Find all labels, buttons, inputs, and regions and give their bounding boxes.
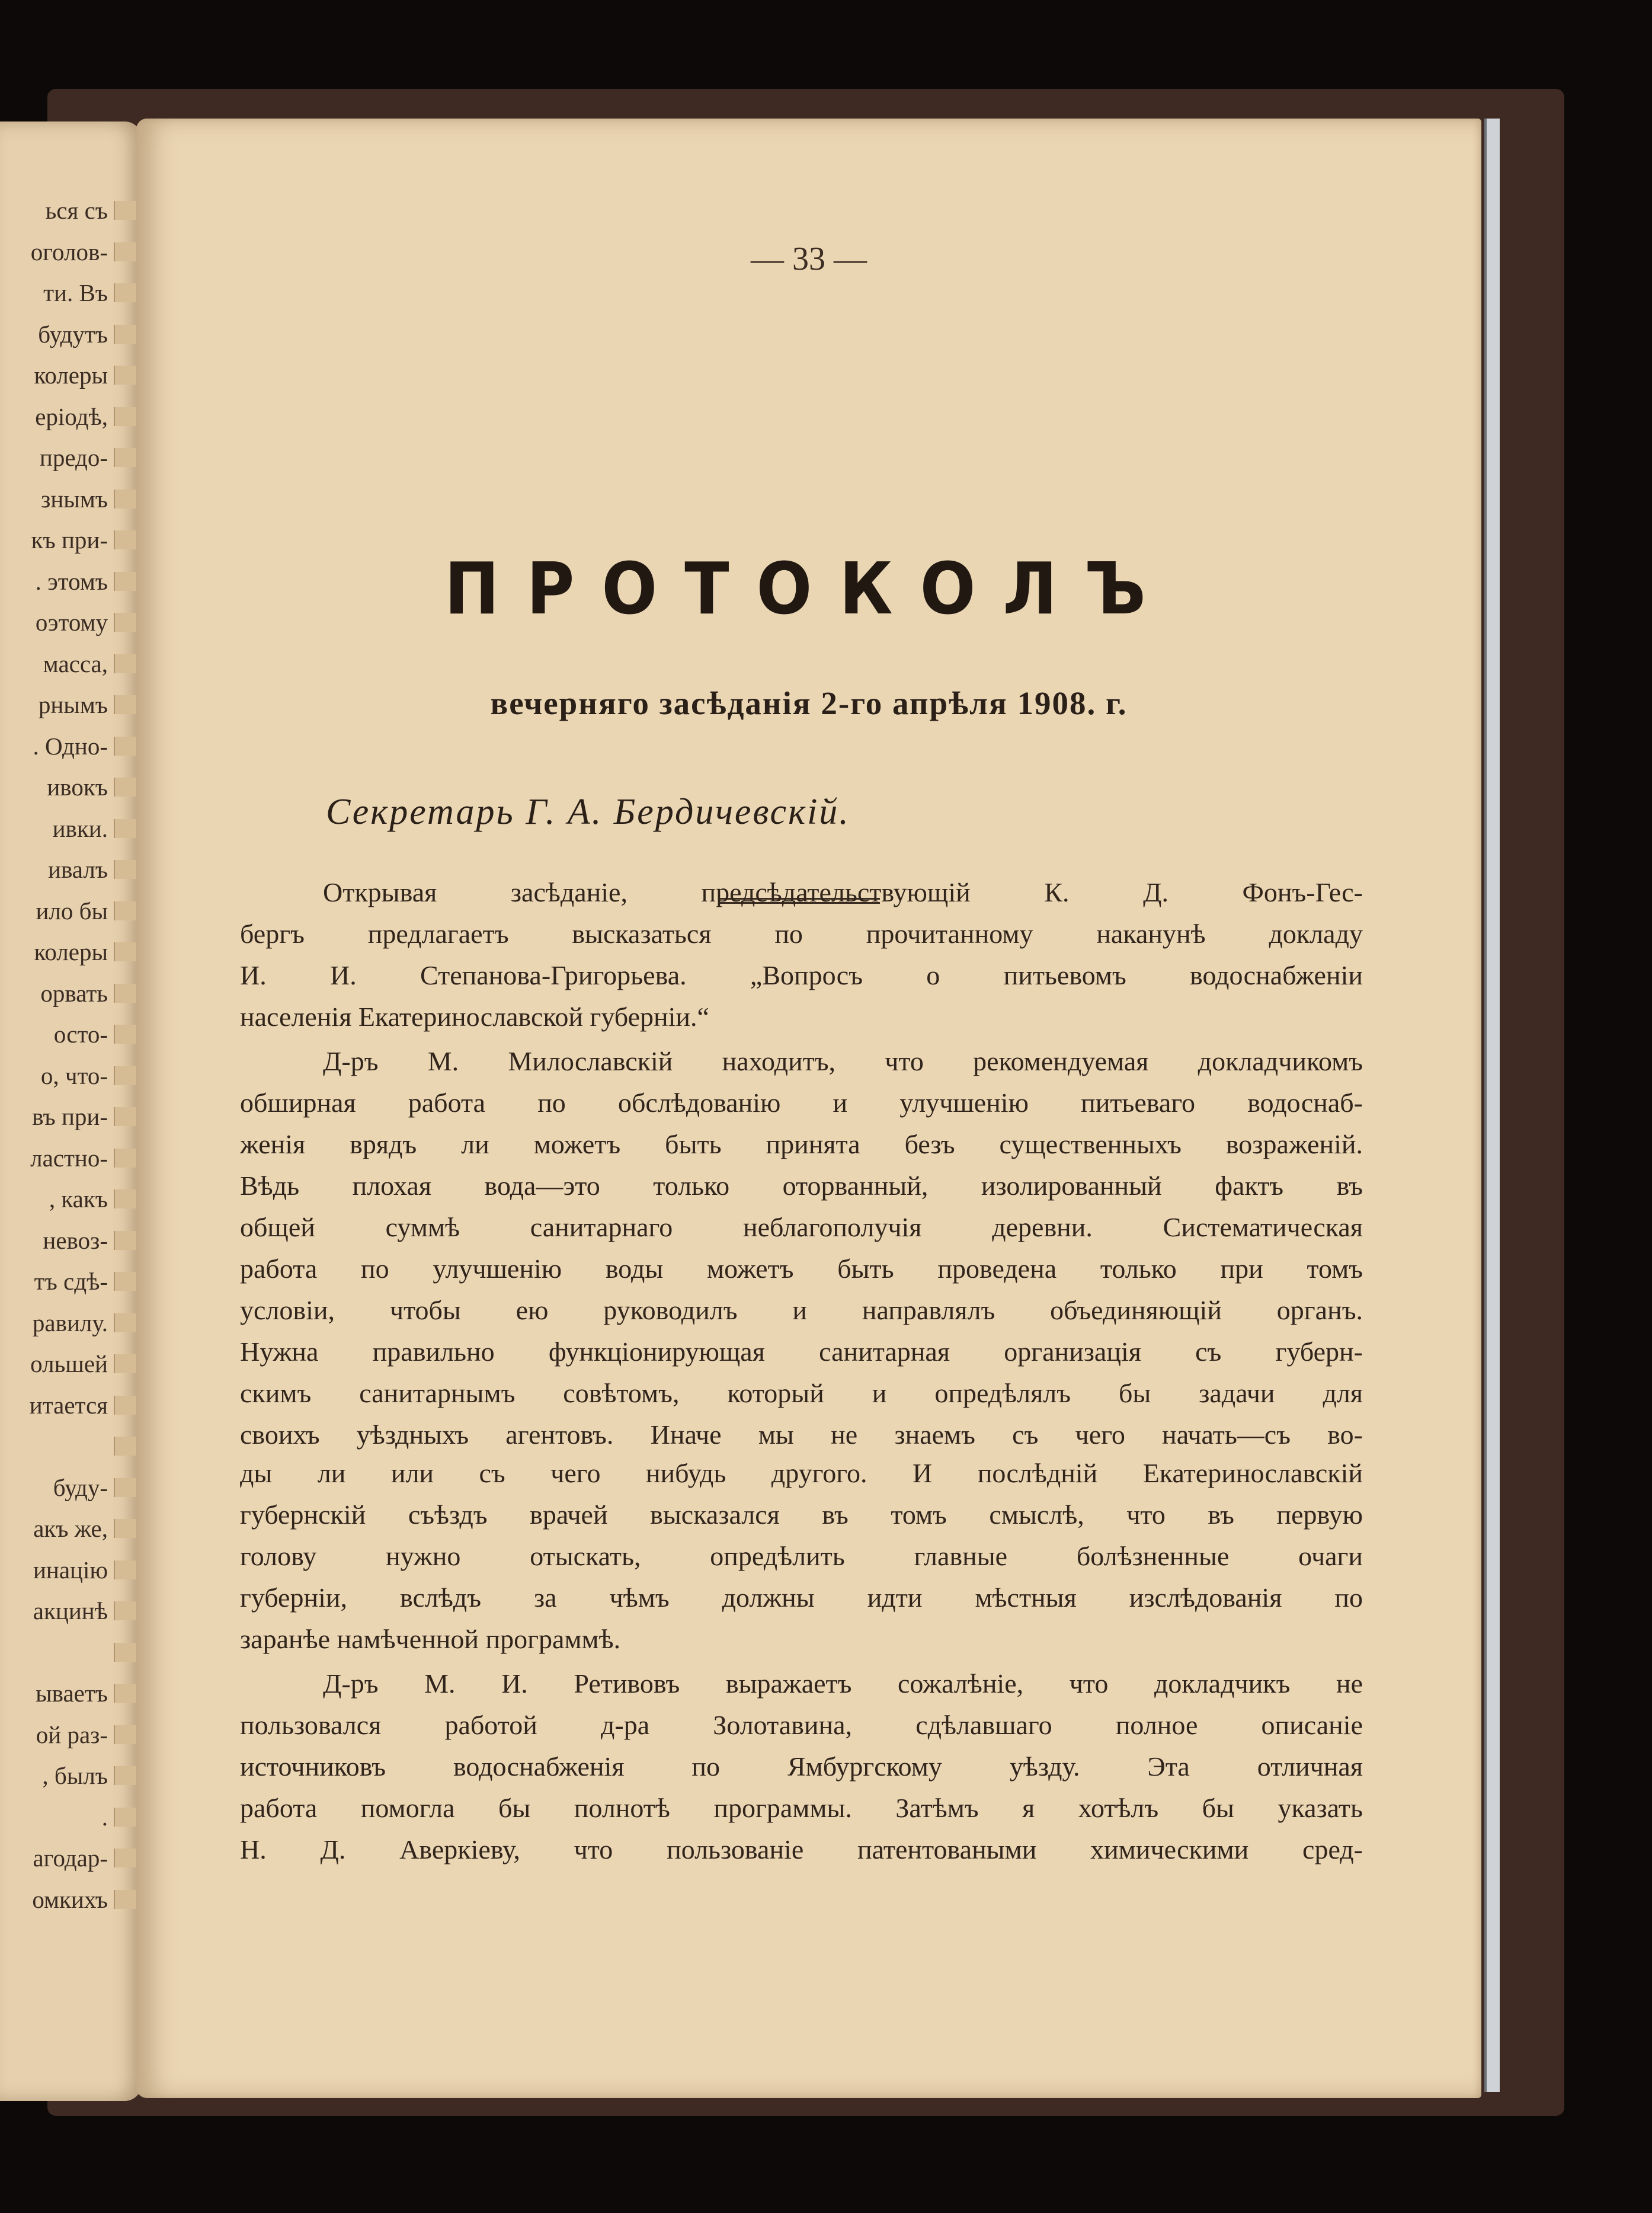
left-facing-page [0,121,142,2101]
left-page-line: въ при- [32,1103,108,1130]
left-page-line: осто- [53,1021,108,1048]
left-page-line: ой раз- [36,1720,108,1748]
body-line: Д-ръ М. И. Ретивовъ выражаетъ сожалѣніе, что докладчикъ не [323,1668,1363,1699]
page-number: — 33 — [751,241,867,277]
left-page-line: . этомъ [35,567,108,595]
document-subtitle: вечерняго засѣданія 2-го апрѣля 1908. г. [490,685,1128,721]
left-page-line: равилу. [32,1309,108,1336]
left-page-line: ываетъ [36,1680,108,1707]
left-page-line: , былъ [42,1762,108,1789]
body-line: Нужна правильно функціонирующая санитарная организація съ губерн- [240,1336,1363,1367]
document-title: ПРОТОКОЛЪ [444,548,1173,631]
left-page-line: будутъ [38,320,108,348]
body-line: губернскій съѣздъ врачей высказался въ томъ смыслѣ, что въ первую [240,1499,1363,1530]
left-page-line: тъ сдѣ- [34,1268,108,1295]
left-page-line: рнымъ [38,691,108,718]
body-line: своихъ уѣздныхъ агентовъ. Иначе мы не знаемъ съ чего начать—съ во- [240,1419,1363,1450]
page-edges [1484,119,1500,2092]
body-line: И. И. Степанова-Григорьева. „Вопросъ о питьевомъ водоснабженіи [240,960,1363,990]
left-page-line: буду- [53,1473,108,1501]
left-page-line: ти. Въ [43,279,108,306]
body-line: Вѣдь плохая вода—это только оторванный, изолированный фактъ въ [240,1171,1363,1201]
left-page-line: оэтому [35,609,108,636]
left-page-line: ься съ [45,197,108,224]
body-line: скимъ санитарнымъ совѣтомъ, который и опредѣлялъ бы задачи для [240,1378,1363,1408]
left-page-line: инацію [33,1556,108,1584]
left-page-line: оголов- [30,238,108,266]
body-line: пользовался работой д-ра Золотавина, сдѣлавшаго полное описаніе [240,1710,1363,1740]
body-line: населенія Екатеринославской губерніи.“ [240,1002,709,1032]
body-line: общей суммѣ санитарнаго неблагополучія деревни. Систематическая [240,1212,1363,1242]
left-page-line: акцинѣ [33,1597,108,1624]
body-line: Открывая засѣданіе, предсѣдательствующій К. Д. Фонъ-Гес- [323,877,1363,907]
left-page-line: ивокъ [47,773,108,801]
left-page-line: масса, [43,650,108,677]
body-line: обширная работа по обслѣдованію и улучшенію питьеваго водоснаб- [240,1088,1363,1118]
body-line: голову нужно отыскать, опредѣлить главные болѣзненные очаги [240,1541,1363,1571]
left-page-line: колеры [34,938,108,965]
left-page-line: акъ же, [33,1515,108,1542]
left-page-line: о, что- [40,1061,108,1089]
left-page-line: . [101,1803,108,1831]
body-line: губерніи, вслѣдъ за чѣмъ должны идти мѣстныя изслѣдованія по [240,1582,1363,1613]
left-page-line: ивалъ [48,856,108,883]
secretary-line: Секретарь Г. А. Бердичевскій. [326,792,850,832]
left-page-line: колеры [34,362,108,389]
left-page-line: ольшей [30,1350,108,1377]
left-page-line: итается [29,1391,108,1419]
body-line: источниковъ водоснабженія по Ямбургскому уѣзду. Эта отличная [240,1751,1363,1782]
left-page-line: агодар- [33,1844,108,1872]
left-page-line: орвать [40,979,108,1007]
left-page-line: предо- [39,444,108,471]
document-page [136,119,1481,2098]
body-line: ды ли или съ чего нибудь другого. И послѣдній Екатеринославскій [240,1458,1363,1488]
left-page-line: ило бы [36,897,108,925]
left-page-line: знымъ [41,485,108,513]
left-page-line: , какъ [49,1185,108,1213]
body-line: Д-ръ М. Милославскій находитъ, что рекомендуемая докладчикомъ [323,1046,1363,1076]
body-line: Н. Д. Аверкіеву, что пользованіе патентоваными химическими сред- [240,1834,1363,1865]
left-page-line: . Одно- [33,732,108,760]
left-page-line: невоз- [43,1226,108,1254]
left-page-line: еріодѣ, [35,402,108,430]
body-line: работа по улучшенію воды можетъ быть проведена только при томъ [240,1253,1363,1284]
body-line: бергъ предлагаетъ высказаться по прочитанному наканунѣ докладу [240,919,1363,949]
left-page-line: ластно- [30,1144,108,1172]
body-line: работа помогла бы полнотѣ программы. Затѣмъ я хотѣлъ бы указать [240,1793,1363,1823]
left-page-line: къ при- [31,526,108,554]
body-line: условіи, чтобы ею руководилъ и направлялъ объединяющій органъ. [240,1295,1363,1325]
left-page-line: омкихъ [32,1885,108,1913]
body-line: женія врядъ ли можетъ быть принята безъ существенныхъ возраженій. [240,1129,1363,1159]
left-page-line: ивки. [52,814,108,842]
body-line: заранѣе намѣченной программѣ. [240,1624,621,1654]
